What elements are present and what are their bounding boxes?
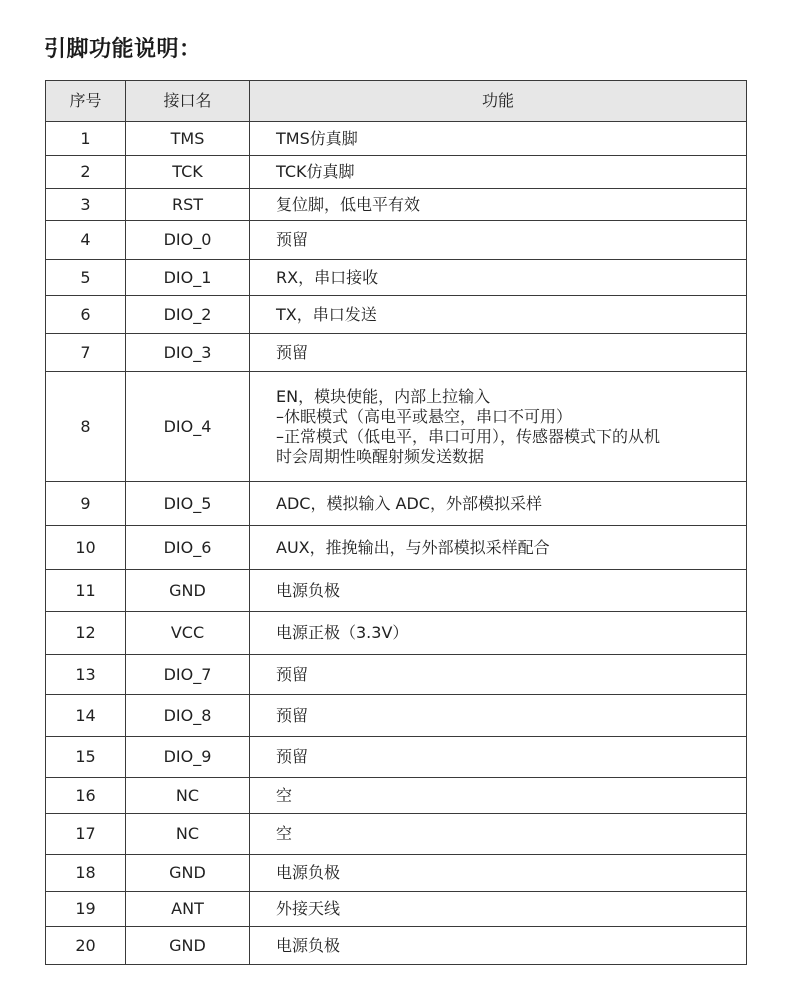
table-header <box>46 81 747 122</box>
pin-name-cell: TCK <box>126 156 250 189</box>
pin-name-cell: TMS <box>126 122 250 156</box>
function-text-line: EN，模块使能，内部上拉输入 <box>276 386 491 406</box>
header-function: 功能 <box>250 81 747 122</box>
pin-name-cell: DIO_9 <box>126 737 250 778</box>
table-row <box>46 296 747 334</box>
function-text-line: 空 <box>276 824 293 843</box>
table-row <box>46 612 747 655</box>
pin-function-cell <box>250 334 747 372</box>
pin-function-cell <box>250 814 747 855</box>
function-text-line: –休眠模式（高电平或悬空，串口不可用） <box>276 406 573 426</box>
pin-number-cell: 8 <box>46 372 126 482</box>
pin-function-cell <box>250 156 747 189</box>
function-text-line: TCK仿真脚 <box>276 162 355 181</box>
table-row <box>46 892 747 927</box>
function-text-line: 电源负极 <box>276 935 341 955</box>
table-row <box>46 260 747 296</box>
table-row <box>46 695 747 737</box>
function-text-line: TMS仿真脚 <box>276 128 358 148</box>
table-row <box>46 570 747 612</box>
table-row <box>46 122 747 156</box>
function-text-line: 预留 <box>276 664 309 684</box>
table-row <box>46 221 747 260</box>
function-text-line: TX，串口发送 <box>276 304 377 324</box>
function-text-line: RX，串口接收 <box>276 267 379 287</box>
pin-name-cell: DIO_5 <box>126 482 250 526</box>
pin-number-cell: 2 <box>46 156 126 189</box>
table-row <box>46 334 747 372</box>
pin-function-cell <box>250 372 747 482</box>
pin-function-cell <box>250 927 747 965</box>
pin-number-cell: 4 <box>46 221 126 260</box>
pin-number-cell: 18 <box>46 855 126 892</box>
pin-function-table <box>45 80 747 965</box>
pin-name-cell: DIO_8 <box>126 695 250 737</box>
table-row <box>46 927 747 965</box>
header-name: 接口名 <box>126 81 250 122</box>
pin-function-cell <box>250 737 747 778</box>
pin-number-cell: 3 <box>46 189 126 221</box>
pin-number-cell: 5 <box>46 260 126 296</box>
pin-function-cell <box>250 122 747 156</box>
function-text-line: –正常模式（低电平，串口可用），传感器模式下的从机 <box>276 426 661 446</box>
function-text-line: 复位脚，低电平有效 <box>276 194 421 214</box>
pin-number-cell: 20 <box>46 927 126 965</box>
pin-function-cell <box>250 189 747 221</box>
function-text-line: 预留 <box>276 230 309 249</box>
table-row <box>46 737 747 778</box>
pin-number-cell: 7 <box>46 334 126 372</box>
pin-number-cell: 15 <box>46 737 126 778</box>
table-row <box>46 655 747 695</box>
pin-function-cell <box>250 655 747 695</box>
header-no: 序号 <box>46 81 126 122</box>
page-title: 引脚功能说明： <box>44 37 202 62</box>
pin-function-cell <box>250 695 747 737</box>
pin-function-cell <box>250 570 747 612</box>
table-row <box>46 156 747 189</box>
pin-number-cell: 1 <box>46 122 126 156</box>
pin-name-cell: GND <box>126 855 250 892</box>
function-text-line: 预留 <box>276 747 309 766</box>
pin-number-cell: 9 <box>46 482 126 526</box>
pin-name-cell: VCC <box>126 612 250 655</box>
pin-name-cell: RST <box>126 189 250 221</box>
pin-name-cell: ANT <box>126 892 250 927</box>
pin-name-cell: GND <box>126 927 250 965</box>
table-row <box>46 189 747 221</box>
function-text-line: 电源正极（3.3V） <box>276 623 409 642</box>
pin-name-cell: NC <box>126 778 250 814</box>
pin-name-cell: DIO_7 <box>126 655 250 695</box>
table-row <box>46 526 747 570</box>
table-row <box>46 372 747 482</box>
pin-function-cell <box>250 612 747 655</box>
pin-number-cell: 11 <box>46 570 126 612</box>
pin-function-cell <box>250 221 747 260</box>
function-text-line: 预留 <box>276 705 309 725</box>
pin-number-cell: 17 <box>46 814 126 855</box>
pin-number-cell: 6 <box>46 296 126 334</box>
pin-function-cell <box>250 260 747 296</box>
function-text-line: 预留 <box>276 342 309 362</box>
pin-number-cell: 12 <box>46 612 126 655</box>
pin-function-cell <box>250 892 747 927</box>
table-row <box>46 778 747 814</box>
pin-number-cell: 16 <box>46 778 126 814</box>
table-body <box>46 122 747 965</box>
function-text-line: 空 <box>276 785 293 805</box>
table-row <box>46 482 747 526</box>
pin-number-cell: 19 <box>46 892 126 927</box>
pin-name-cell: DIO_3 <box>126 334 250 372</box>
pin-function-cell <box>250 482 747 526</box>
pin-name-cell: NC <box>126 814 250 855</box>
pin-number-cell: 14 <box>46 695 126 737</box>
function-text-line: 电源负极 <box>276 863 341 882</box>
table-header-row <box>46 81 747 122</box>
pin-name-cell: DIO_6 <box>126 526 250 570</box>
function-text-line: 外接天线 <box>276 899 341 918</box>
pin-function-cell <box>250 296 747 334</box>
table-row <box>46 814 747 855</box>
pin-name-cell: DIO_1 <box>126 260 250 296</box>
pin-name-cell: DIO_2 <box>126 296 250 334</box>
pin-function-cell <box>250 526 747 570</box>
pin-name-cell: DIO_0 <box>126 221 250 260</box>
pin-number-cell: 13 <box>46 655 126 695</box>
pin-name-cell: GND <box>126 570 250 612</box>
pin-function-cell <box>250 855 747 892</box>
function-text-line: AUX，推挽输出，与外部模拟采样配合 <box>276 537 550 557</box>
function-text-line: ADC，模拟输入 ADC，外部模拟采样 <box>276 493 542 513</box>
pin-name-cell: DIO_4 <box>126 372 250 482</box>
table-row <box>46 855 747 892</box>
pin-number-cell: 10 <box>46 526 126 570</box>
function-text-line: 电源负极 <box>276 580 341 600</box>
pin-function-cell <box>250 778 747 814</box>
function-text-line: 时会周期性唤醒射频发送数据 <box>276 446 485 466</box>
